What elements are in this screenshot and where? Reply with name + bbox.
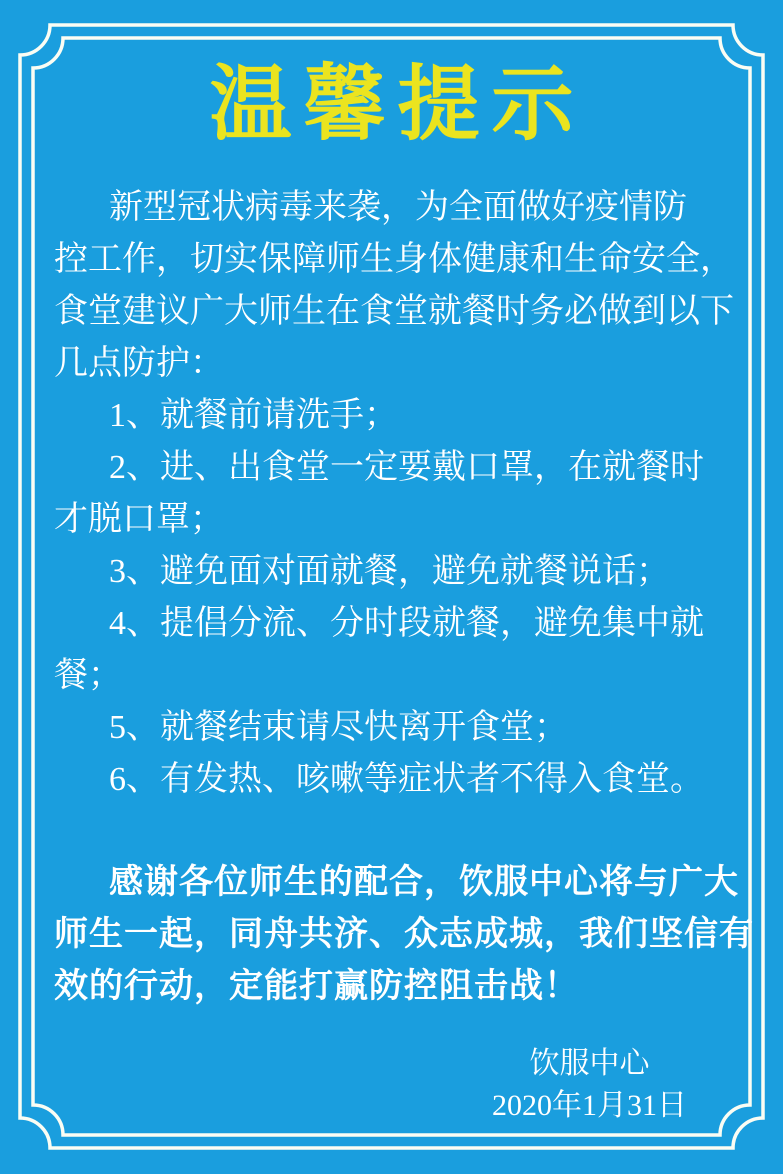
text-line: 效的行动，定能打赢防控阻击战！ bbox=[54, 967, 579, 1005]
text-line: 6、有发热、咳嗽等症状者不得入食堂。 bbox=[109, 761, 704, 798]
text-line: 5、就餐结束请尽快离开食堂； bbox=[109, 709, 568, 746]
poster-title: 温馨提示 bbox=[209, 59, 586, 150]
text-line: 新型冠状病毒来袭，为全面做好疫情防 bbox=[109, 189, 687, 226]
closing-paragraph bbox=[0, 856, 783, 1012]
signature-date: 2020年1月31日 bbox=[492, 1089, 687, 1122]
text-line: 师生一起，同舟共济、众志成城，我们坚信有 bbox=[54, 915, 754, 953]
text-line: 几点防护： bbox=[54, 345, 224, 382]
text-line: 3、避免面对面就餐，避免就餐说话； bbox=[109, 553, 670, 590]
text-line: 餐； bbox=[54, 657, 122, 694]
signature-block bbox=[492, 1043, 687, 1127]
notice-body bbox=[0, 182, 783, 806]
text-line: 食堂建议广大师生在食堂就餐时务必做到以下 bbox=[54, 293, 734, 330]
text-line: 才脱口罩； bbox=[54, 501, 224, 538]
text-line: 感谢各位师生的配合，饮服中心将与广大 bbox=[109, 863, 739, 901]
text-line: 4、提倡分流、分时段就餐，避免集中就 bbox=[109, 605, 704, 642]
signature-name: 饮服中心 bbox=[529, 1047, 650, 1080]
text-line: 控工作，切实保障师生身体健康和生命安全， bbox=[54, 241, 734, 278]
text-line: 2、进、出食堂一定要戴口罩，在就餐时 bbox=[109, 449, 704, 486]
text-line: 1、就餐前请洗手； bbox=[109, 397, 398, 434]
